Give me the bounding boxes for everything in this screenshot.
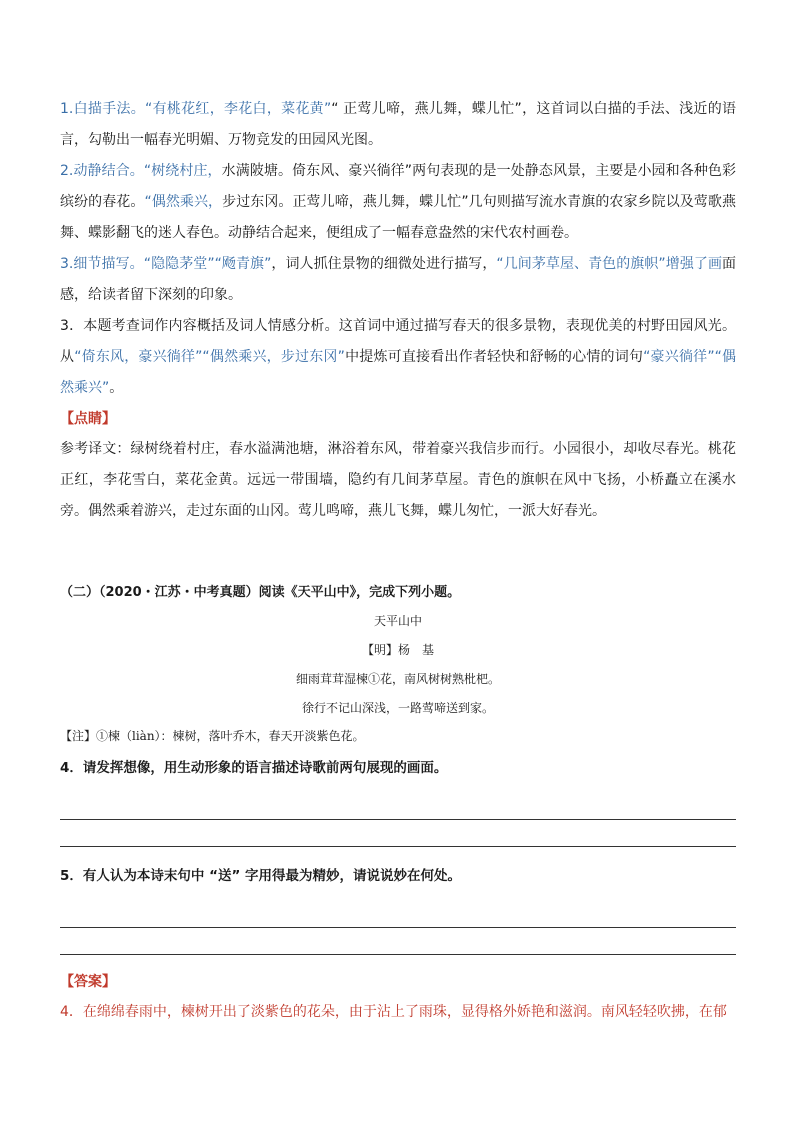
answer-line[interactable] (60, 820, 736, 847)
analysis-para-3 (60, 249, 736, 311)
poem-line-1: 细雨茸茸湿楝①花，南风树树熟枇杷。 (295, 672, 500, 686)
analysis-para-2 (60, 156, 736, 249)
para-text: 中提炼可直接看出作者轻快和舒畅的心情的词句 (344, 349, 644, 365)
analysis-para-1 (60, 94, 736, 156)
para-text: “ 正莺儿啼，燕儿舞，蝶儿忙”，这首词以白描的手法、浅近的语言，勾勒出一幅春光明媚、万物竞发的田园风光图。 (60, 101, 736, 148)
para-text: 步过东冈。正莺儿啼，燕儿舞，蝶儿忙”几句则描写流水青旗的农家乡院以及莺歌燕舞、蝶影翻飞的迷人春色。动静结合起来，便组成了一幅春意盎然的宋代农村画卷。 (60, 194, 736, 241)
dianjing-label: 【点睛】 (60, 411, 116, 427)
poem-note: 【注】①楝（liàn）：楝树，落叶乔木，春天开淡紫色花。 (60, 729, 365, 743)
poem-author: 【明】杨 基 (361, 643, 434, 657)
para-number: 1.白描手法。 (60, 101, 146, 117)
question-5: 5．有人认为本诗末句中 “送” 字用得最为精妙，请说说妙在何处。 (60, 868, 462, 884)
answer-lines-q5 (60, 901, 736, 955)
quote-highlight: “树绕村庄， (143, 163, 222, 179)
translation-para: 参考译文：绿树绕着村庄，春水溢满池塘，淋浴着东风，带着豪兴我信步而行。小园很小，却收尽春光。桃花正红，李花雪白，菜花金黄。远远一带围墙，隐约有几间茅草屋。青色的旗帜在风中飞扬，小桥矗立在溪水旁。偶然乘着游兴，走过东面的山冈。莺儿鸣啼，燕儿飞舞，蝶儿匆忙，一派大好春光。 (60, 441, 736, 519)
section-title: （二）（2020・江苏・中考真题）阅读《天平山中》，完成下列小题。 (60, 585, 461, 600)
quote-highlight: “倚东风，豪兴徜徉”“偶然乘兴，步过东冈” (74, 349, 345, 365)
analysis-para-4 (60, 311, 736, 404)
para-number: 2.动静结合。 (60, 163, 144, 179)
para-text: 水满陂塘。倚东风、豪兴徜徉”两句表现的是一处静态风景，主要是小园和各种色彩缤纷的春花。 (60, 163, 736, 210)
answer-label: 【答案】 (60, 974, 116, 990)
poem-title: 天平山中 (373, 614, 422, 628)
para-text: 。 (109, 380, 124, 396)
quote-highlight: “隐隐茅堂”“飏青旗” (143, 256, 272, 272)
question-4: 4．请发挥想像，用生动形象的语言描述诗歌前两句展现的画面。 (60, 760, 448, 776)
para-text: ，词人抓住景物的细微处进行描写， (271, 256, 497, 272)
quote-highlight: “有桃花红，李花白，菜花黄” (145, 101, 332, 117)
quote-highlight: “偶然乘兴， (144, 194, 223, 210)
answer-lines-q4 (60, 793, 736, 847)
answer-4: 4．在绵绵春雨中，楝树开出了淡紫色的花朵，由于沾上了雨珠，显得格外娇艳和滋润。南风轻轻吹拂，在郁 (60, 1004, 727, 1020)
document-page (60, 94, 736, 1027)
para-text: 面感，给读者留下深刻的印象。 (60, 256, 737, 303)
para-number: 3.细节描写。 (60, 256, 144, 272)
quote-highlight: “豪兴徜徉”“偶然乘兴” (60, 349, 737, 396)
answer-line[interactable] (60, 901, 736, 928)
spacer (60, 527, 736, 575)
para-text: 3．本题考查词作内容概括及词人情感分析。这首词中通过描写春天的很多景物，表现优美的村野田园风光。从 (60, 318, 736, 365)
answer-line[interactable] (60, 793, 736, 820)
answer-line[interactable] (60, 928, 736, 955)
quote-highlight: “几间茅草屋、青色的旗帜”增强了画 (496, 256, 723, 272)
poem-line-2: 徐行不记山深浅，一路莺啼送到家。 (301, 701, 494, 715)
